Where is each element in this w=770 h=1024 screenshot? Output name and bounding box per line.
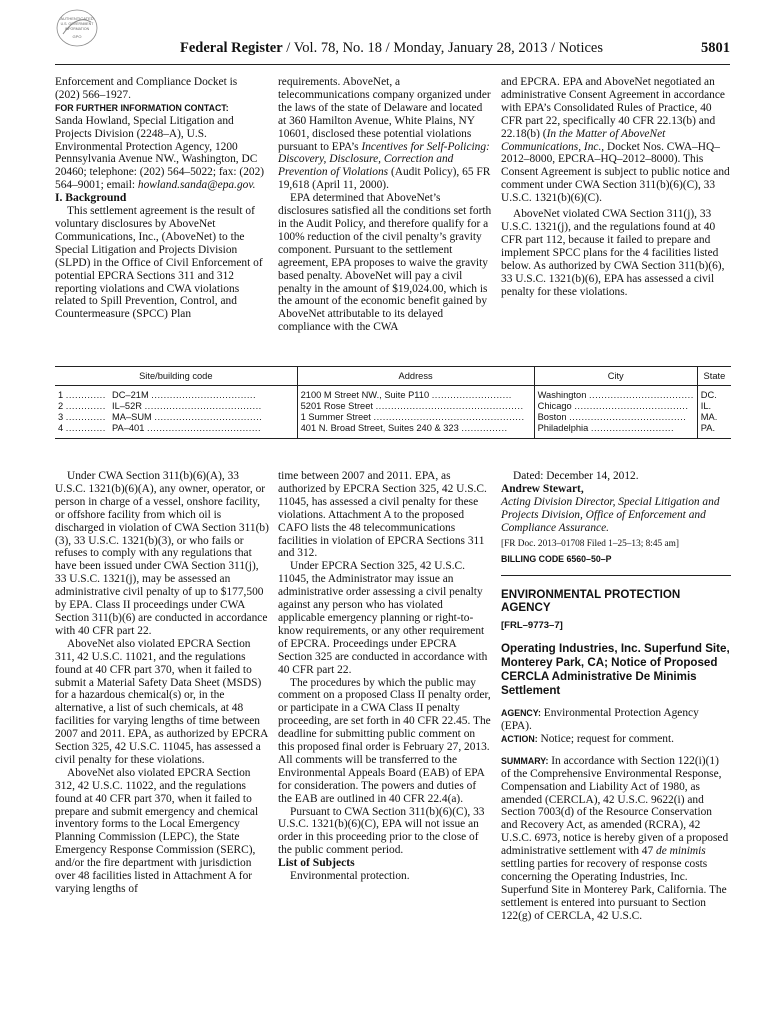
- frl-number: [FRL–9773–7]: [501, 620, 563, 632]
- table-header-row: [55, 367, 731, 386]
- col3-paragraph-2: AboveNet violated CWA Section 311(j), 33 U.S.C. 1321(j), and the regulations found at 40 CFR part 112, because it failed to prepare and implement SPCC plans for the 4 facilities listed below. As authorized by CWA Section 311(b)(6), 33 U.S.C. 1321(b)(6), EPA has assessed a civil penalty for these violations.: [501, 208, 725, 298]
- col5-paragraph-1: time between 2007 and 2011. EPA, as authorized by EPCRA Section 325, 42 U.S.C. 11045, has assessed a civil penalty for these violations. Attachment A to the proposed CAFO lists the 48 telecommunications facilities in violation of EPCRA Sections 311 and 312.: [278, 470, 487, 560]
- header-site-code: Site/building code: [55, 367, 297, 386]
- signer-title: Acting Division Director, Special Litigation and Projects Division, Office of Enforcement and Compliance Assurance.: [501, 495, 720, 534]
- table-row: 3 ............. MA–SUM ................................... 1 Summer Street ................................................. Boston ...................................... MA.: [55, 412, 731, 423]
- facilities-table: [55, 366, 731, 439]
- page-number: 5801: [701, 40, 730, 56]
- signer-name: Andrew Stewart,: [501, 482, 584, 495]
- column-4: [55, 470, 269, 896]
- subjects-list: Environmental protection.: [290, 870, 410, 883]
- svg-text:AUTHENTICATED: AUTHENTICATED: [60, 16, 94, 21]
- subjects-heading: List of Subjects: [278, 856, 355, 870]
- col4-paragraph-1: Under CWA Section 311(b)(6)(A), 33 U.S.C. 1321(b)(6)(A), any owner, operator, or person in charge of a vessel, onshore facility, or offshore facility from which oil is discharged in violation of CWA Section 311(b)(3), 33 U.S.C. 1321(b)(3), or who fails or refuses to comply with any regulations that have been issued under CWA Section 311(j), 33 U.S.C. 1321(j), may be assessed an administrative civil penalty of up to $177,500 by EPA. Class II proceedings under CWA Section 311(b)(6) are conducted in accordance with 40 CFR part 22.: [55, 470, 269, 637]
- billing-code: BILLING CODE 6560–50–P: [501, 554, 612, 565]
- header-title: Federal Register / Vol. 78, No. 18 / Monday, January 28, 2013 / Notices: [180, 40, 603, 56]
- column-1: [55, 76, 269, 321]
- header-state: State: [697, 367, 731, 386]
- docket-phone: (202) 566–1927.: [55, 88, 131, 101]
- contact-email[interactable]: howland.sanda@epa.gov.: [137, 179, 256, 192]
- background-paragraph: This settlement agreement is the result of voluntary disclosures by AboveNet Communications, Inc., (AboveNet) to the Special Litigation and Projects Division (SLPD) in the Office of Civil Enforcement of potential EPCRA Sections 311 and 312 reporting violations and CWA violations related to Spill Prevention, Control, and Countermeasure (SPCC) Plan: [55, 205, 263, 321]
- svg-text:U.S. GOVERNMENT: U.S. GOVERNMENT: [60, 22, 94, 26]
- svg-text:GPO: GPO: [72, 34, 82, 39]
- col4-paragraph-2: AboveNet also violated EPCRA Section 311, 42 U.S.C. 11021, and the regulations found at 40 CFR part 370, when it failed to submit a Material Safety Data Sheet (MSDS) for a hazardous chemical(s) or, in the alternative, a list of such chemicals, at 48 facilities for varying lengths of time between 2007 and 2011. EPA, as authorized by EPCRA Section 325, 42 U.S.C. 11045, has assessed a civil penalty for these violations.: [55, 637, 268, 766]
- table-row: 1 ............. DC–21M .................................. 2100 M Street NW., Suite P110 .......................... Washington .................................. DC.: [55, 386, 731, 402]
- fr-doc-line: [FR Doc. 2013–01708 Filed 1–25–13; 8:45 am]: [501, 538, 679, 549]
- page-header: [55, 40, 730, 65]
- header-city: City: [534, 367, 697, 386]
- col5-paragraph-4: Pursuant to CWA Section 311(b)(6)(C), 33 U.S.C. 1321(b)(6)(C), EPA will not issue an order in this proceeding prior to the close of the public comment period.: [278, 805, 485, 857]
- dated-line: Dated: December 14, 2012.: [513, 470, 639, 482]
- header-address: Address: [297, 367, 534, 386]
- column-5: [278, 470, 492, 883]
- column-3: [501, 76, 731, 298]
- table-row: 4 ............. PA–401 ..................................... 401 N. Broad Street, Suites 240 & 323 ............... Philadelphia ........................... PA.: [55, 423, 731, 439]
- table-row: 2 ............. IL–52R ...................................... 5201 Rose Street ................................................ Chicago ..................................... IL.: [55, 401, 731, 412]
- action-line: ACTION: Notice; request for comment.: [501, 732, 674, 745]
- col3-paragraph-1: and EPCRA. EPA and AboveNet negotiated an administrative Consent Agreement in accordance with EPA’s Consolidated Rules of Practice, 40 CFR part 22, specifically 40 CFR 22.13(b) and 22.18(b) (In the Matter of AboveNet Communications, Inc., Docket Nos. CWA–HQ–2012–8000, EPCRA–HQ–2012–8000). This Consent Agreement is subject to public notice and comment under CWA Section 311(b)(6)(C), 33 U.S.C. 1321(b)(6)(C).: [501, 76, 730, 205]
- background-heading: I. Background: [55, 191, 127, 205]
- svg-text:INFORMATION: INFORMATION: [64, 27, 90, 31]
- col2-paragraph-1: requirements. AboveNet, a telecommunications company organized under the laws of the state of Delaware and located at 360 Hamilton Avenue, White Plains, NY 10601, disclosed these potential violations pursuant to EPA’s Incentives for Self-Policing: Discovery, Disclosure, Correction and Prevention of Violations (Audit Policy), 65 FR 19,618 (April 11, 2000).: [278, 76, 491, 192]
- col5-paragraph-2: Under EPCRA Section 325, 42 U.S.C. 11045, the Administrator may issue an administrative order assessing a civil penalty against any person who has violated applicable emergency planning or right-to-know requirements, or any other requirement of EPCRA. Proceedings under EPCRA Section 325 are conducted in accordance with 40 CFR part 22.: [278, 560, 488, 676]
- col5-paragraph-3: The procedures by which the public may comment on a proposed Class II penalty order, or participate in a CWA Class II penalty proceeding, are set forth in 40 CFR 22.45. The deadline for submitting public comment on this proposed final order is February 27, 2013. All comments will be transferred to the Environmental Appeals Board (EAB) of EPA for consideration. The powers and duties of the EAB are outlined in 40 CFR 22.4(a).: [278, 676, 491, 805]
- contact-label: FOR FURTHER INFORMATION CONTACT:: [55, 102, 229, 113]
- column-6: [501, 470, 731, 923]
- col4-paragraph-3: AboveNet also violated EPCRA Section 312, 42 U.S.C. 11022, and the regulations found at 40 CFR part 370, when it failed to prepare and submit emergency and chemical inventory forms to the Local Emergency Planning Commission (LEPC), the State Emergency Response Commission (SERC), and/or the fire department with jurisdiction over 48 facilities listed in Attachment A for varying lengths of: [55, 766, 259, 895]
- agency-heading: ENVIRONMENTAL PROTECTION AGENCY: [501, 588, 681, 615]
- col2-paragraph-2: EPA determined that AboveNet’s disclosures satisfied all the conditions set forth in the Audit Policy, and therefore qualify for a 100% reduction of the civil penalty’s gravity component. Pursuant to the settlement agreement, EPA proposes to waive the gravity based penalty. AboveNet will pay a civil penalty in the amount of $19,024.00, which is the amount of the economic benefit gained by AboveNet attributable to its delayed compliance with the CWA: [278, 192, 492, 334]
- notice-title: Operating Industries, Inc. Superfund Site, Monterey Park, CA; Notice of Proposed CERCLA Administrative De Minimis Settlement: [501, 642, 730, 698]
- contact-text: Sanda Howland, Special Litigation and Projects Division (2248–A), U.S. Environmental Protection Agency, 1200 Pennsylvania Avenue NW., Washington, DC 20460; telephone: (202) 564–5022; fax: (202) 564–9001; email:: [55, 114, 265, 192]
- agency-line: AGENCY: Environmental Protection Agency (EPA).: [501, 707, 699, 732]
- column-2: [278, 76, 492, 334]
- docket-line: Enforcement and Compliance Docket is: [55, 76, 238, 88]
- summary-paragraph: SUMMARY: In accordance with Section 122(i)(1) of the Comprehensive Environmental Response, Compensation and Liability Act of 1980, as amended (CERCLA), 42 U.S.C. 9622(i) and Section 7003(d) of the Resource Conservation and Recovery Act, as amended (RCRA), 42 U.S.C. 6973, notice is hereby given of a proposed administrative settlement with 47 de minimis settling parties for recovery of response costs concerning the Operating Industries, Inc. Superfund Site in Monterey Park, California. The settlement is entered into pursuant to Section 122(g) of CERCLA, 42 U.S.C.: [501, 754, 729, 922]
